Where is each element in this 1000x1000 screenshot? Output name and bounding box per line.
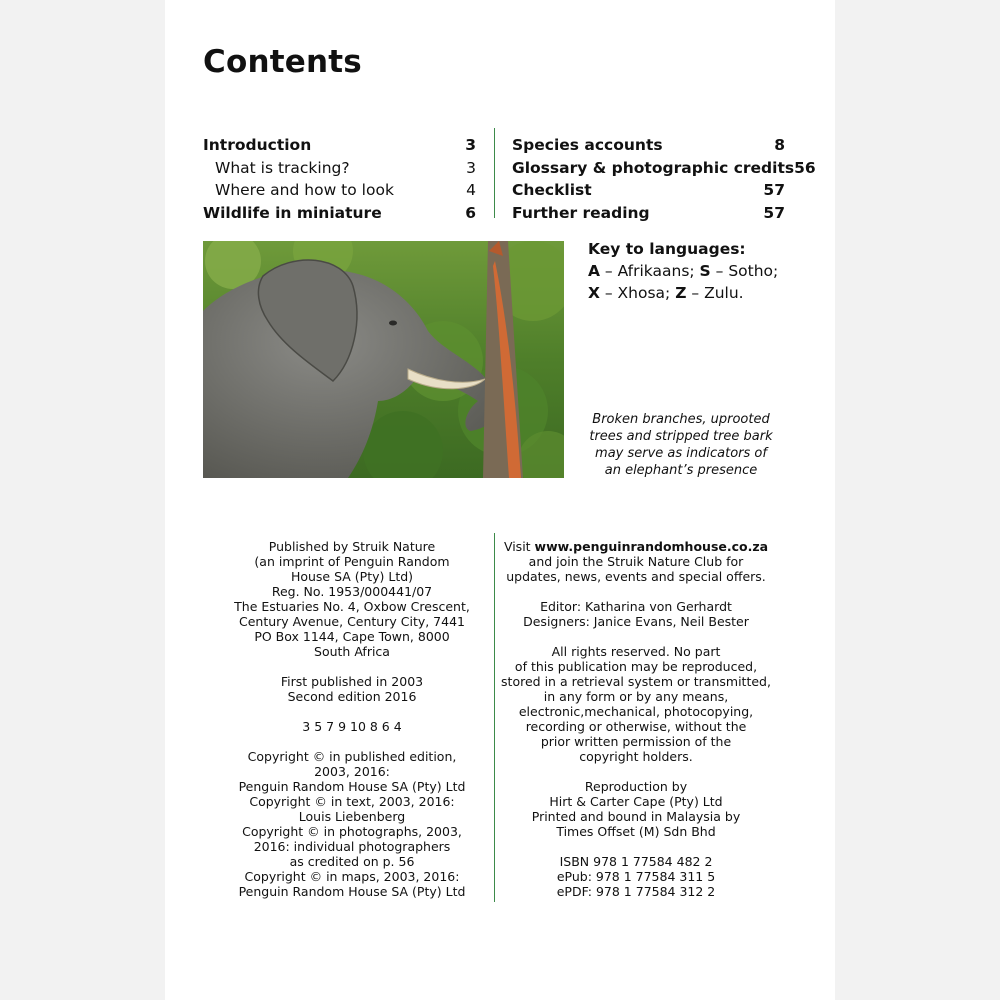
imprint-line: All rights reserved. No part (551, 644, 721, 659)
toc-entry-page: 3 (465, 136, 476, 154)
language-code: A (588, 262, 600, 280)
toc-entry-page: 6 (465, 203, 476, 222)
toc-entry-label: What is tracking? (215, 158, 350, 177)
imprint-line: Reproduction by (584, 779, 688, 794)
language-name: – Afrikaans; (600, 262, 700, 280)
imprint-line: Copyright © in photographs, 2003, (242, 824, 462, 839)
toc-entry-label: Further reading (512, 203, 650, 222)
toc-entry-label: Introduction (203, 136, 312, 154)
imprint-line: of this publication may be reproduced, (514, 659, 758, 674)
imprint-line: 2003, 2016: (314, 764, 390, 779)
imprint-line: copyright holders. (579, 749, 693, 764)
language-key-line (588, 260, 778, 282)
spacer (500, 839, 772, 854)
imprint-line: First published in 2003 (280, 674, 424, 689)
toc-entry-label: Glossary & photographic credits (512, 158, 795, 177)
toc-entry[interactable] (512, 202, 785, 225)
elephant-photo (203, 241, 564, 478)
toc-entry[interactable] (512, 179, 785, 202)
imprint-line: Times Offset (M) Sdn Bhd (556, 824, 716, 839)
toc-entry-page: 3 (466, 158, 476, 177)
spacer (221, 659, 483, 674)
language-code: X (588, 284, 600, 302)
imprint-line: Reg. No. 1953/000441/07 (271, 584, 433, 599)
toc-entry[interactable] (203, 157, 476, 180)
imprint-line: Editor: Katharina von Gerhardt (540, 599, 732, 614)
website-link[interactable]: www.penguinrandomhouse.co.za (534, 539, 769, 554)
imprint-line: in any form or by any means, (543, 689, 729, 704)
imprint-line: 2016: individual photographers (253, 839, 451, 854)
imprint-line: and join the Struik Nature Club for (528, 554, 744, 569)
toc-entry-page: 4 (466, 181, 476, 199)
toc-entry-page: 8 (774, 136, 785, 154)
imprint-line: Penguin Random House SA (Pty) Ltd (238, 779, 466, 794)
imprint-line: Designers: Janice Evans, Neil Bester (523, 614, 749, 629)
imprint-line: Copyright © in maps, 2003, 2016: (244, 869, 460, 884)
toc-left-column (203, 134, 476, 224)
toc-entry[interactable] (203, 134, 476, 157)
imprint-line: 3 5 7 9 10 8 6 4 (302, 719, 402, 734)
imprint-line: Copyright © in text, 2003, 2016: (249, 794, 455, 809)
imprint-line: (an imprint of Penguin Random (254, 554, 450, 569)
language-name: – Xhosa; (599, 284, 676, 302)
imprint-line: ePub: 978 1 77584 311 5 (556, 869, 716, 884)
imprint-line: Hirt & Carter Cape (Pty) Ltd (549, 794, 723, 809)
language-code: S (699, 262, 711, 280)
toc-divider (494, 128, 495, 218)
toc-entry-label: Checklist (512, 181, 592, 199)
language-code: Z (675, 284, 687, 302)
imprint-line: recording or otherwise, without the (525, 719, 747, 734)
toc-right-column (512, 134, 816, 224)
imprint-line: as credited on p. 56 (289, 854, 415, 869)
imprint-line: PO Box 1144, Cape Town, 8000 (254, 629, 450, 644)
imprint-line: ePDF: 978 1 77584 312 2 (556, 884, 716, 899)
toc-entry-page: 57 (763, 203, 785, 222)
imprint-line: Second edition 2016 (287, 689, 417, 704)
spacer (221, 734, 483, 749)
imprint-line: Printed and bound in Malaysia by (531, 809, 741, 824)
imprint-line: Century Avenue, Century City, 7441 (239, 614, 465, 629)
photo-caption: Broken branches, uprooted trees and stripped tree bark may serve as indicators of an elephant’s presence (589, 412, 773, 478)
toc-entry[interactable] (512, 157, 816, 180)
language-name: – Sotho; (710, 262, 779, 280)
toc-entry-label: Where and how to look (215, 181, 394, 199)
imprint-line: electronic,mechanical, photocopying, (518, 704, 754, 719)
imprint-line: prior written permission of the (540, 734, 732, 749)
imprint-line: updates, news, events and special offers. (506, 569, 766, 584)
toc-entry[interactable] (203, 179, 476, 202)
language-key-title: Key to languages: (588, 240, 746, 258)
imprint-line: Louis Liebenberg (298, 809, 406, 824)
spacer (221, 704, 483, 719)
language-key-line (588, 282, 778, 304)
toc-entry-label: Species accounts (512, 136, 663, 154)
imprint-left-column (221, 539, 483, 899)
imprint-line: Published by Struik Nature (268, 539, 436, 554)
language-key (588, 238, 778, 304)
toc-entry-page: 57 (763, 181, 785, 199)
toc-entry-page: 56 (794, 158, 816, 177)
spacer (500, 629, 772, 644)
language-name: – Zulu. (686, 284, 744, 302)
page-title: Contents (203, 44, 362, 80)
imprint-line: South Africa (314, 644, 390, 659)
imprint-line: House SA (Pty) Ltd) (290, 569, 414, 584)
imprint-line: Copyright © in published edition, (247, 749, 457, 764)
toc-entry[interactable] (512, 134, 785, 157)
imprint-line: ISBN 978 1 77584 482 2 (559, 854, 713, 869)
imprint-divider (494, 533, 495, 902)
website-line (500, 539, 772, 554)
spacer (500, 584, 772, 599)
toc-entry-label: Wildlife in miniature (203, 203, 382, 222)
imprint-right-column (500, 539, 772, 899)
spacer (500, 764, 772, 779)
imprint-line: Penguin Random House SA (Pty) Ltd (238, 884, 466, 899)
toc-entry[interactable] (203, 202, 476, 225)
visit-prefix: Visit (503, 539, 535, 554)
imprint-line: The Estuaries No. 4, Oxbow Crescent, (234, 599, 470, 614)
imprint-line: stored in a retrieval system or transmitted, (501, 674, 771, 689)
